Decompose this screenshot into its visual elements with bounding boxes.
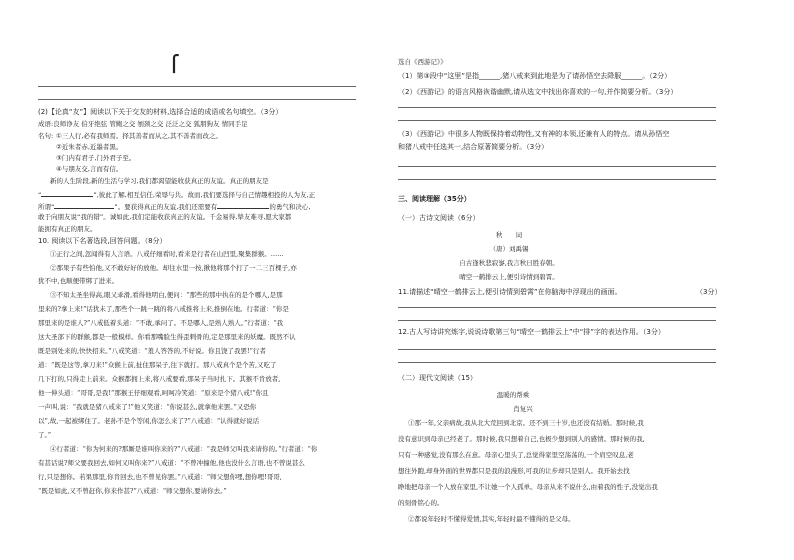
essay-line: 只有一种感觉,没有那么在意。母亲心里头了,总觉得家里空荡荡的,一个肩空叹息,老 xyxy=(398,451,634,459)
fill-blank[interactable] xyxy=(41,189,93,197)
left-column xyxy=(38,0,380,560)
excerpt-line: 既是别处来的,快快招来。”八戒笑道：“羞人答答的,不好说。你且饶了我罢!”行者 xyxy=(38,347,266,355)
question-text: 11.请描述“晴空一鹤排云上,便引诗情到碧霄”在你脑海中浮现出的画面。 xyxy=(398,288,622,296)
header-mark: ⎧ xyxy=(168,54,180,73)
source-note: 选自《西游记》》 xyxy=(398,58,447,66)
subsection-title: （二）现代文阅读（15） xyxy=(398,374,477,382)
excerpt-line: ④行者道：“你为何来的?那厮是谁叫你来的?”八戒道：“我是师父叫我来请你的。”行者道：“你 xyxy=(50,445,318,453)
excerpt-line: ③不知太圣坐得高,眼又乖滑,看得他明白,便问：“那些的那中执在的是个哪人,是那 xyxy=(50,291,283,299)
excerpt-line: 了。” xyxy=(38,431,52,439)
saying-item: ②近朱者赤,近墨者黑。 xyxy=(56,143,123,151)
idiom-list: 成语:良师诤友 伯牙绝弦 管鲍之交 刎颈之交 泛泛之交 狐朋狗友 情同手足 xyxy=(38,120,248,128)
essay-line: 没有意识到母亲已经老了。那时候,我只想着自己,也极少想到别人的感情。那时候的我, xyxy=(398,435,645,443)
answer-line[interactable] xyxy=(398,349,716,350)
excerpt-line: 里来的?拿上来!”话犹未了,那些个一跳一跳的将八戒推将上来,推倒在地。行者道：“你是 xyxy=(38,305,289,313)
paragraph-line xyxy=(38,189,315,200)
essay-author: 肖复兴 xyxy=(513,405,533,413)
excerpt-line: 犹不中,也顺便带绑了进来。 xyxy=(38,277,119,285)
excerpt-line: ②那果子有些怕他,又不敢好好的放他。却往水里一按,揪他将那个打了一二三百棵子,亦 xyxy=(50,264,297,272)
answer-line[interactable] xyxy=(398,307,716,308)
poem-line: 晴空一鹤排云上,便引诗情到碧霄。 xyxy=(459,273,559,281)
paragraph-line: 敢于向朋友说“我的错”。诚如此,我们定能收获真正的友谊。千金易得,挚友难寻,愿大家都 xyxy=(38,213,292,221)
fill-blank[interactable] xyxy=(54,201,114,209)
sub-question: 和猪八戒中任选其一,结合原著简要分析。（3分） xyxy=(398,143,549,151)
essay-title: 温暖的帮乘 xyxy=(496,391,530,399)
essay-line: 睁地把母亲一个人放在家里,不让她一个人孤单。母亲从来不说什么,由着我的性子,没觉出我 xyxy=(398,483,658,491)
paragraph-text: ”。要获得真正的友谊,我们还需要有 xyxy=(114,203,218,211)
section-title: 三、阅读理解（35分） xyxy=(398,195,471,203)
answer-line[interactable] xyxy=(398,320,716,321)
paragraph-text: ”,彼此了解,相互信任,荣辱与共。故而,我们要选择与自己情趣相投的人为友,正 xyxy=(93,191,316,199)
answer-line xyxy=(38,86,356,87)
excerpt-line: 以”,故,一起被绑住了。老孙不是个等闲,你怎么来了?”八戒道：“认得就好说话 xyxy=(38,417,260,425)
quote-open: “ xyxy=(38,191,42,199)
subsection-title: （一）古诗文阅读（6分） xyxy=(398,214,480,222)
paragraph-line: 新的人生阶段,新的生活与学习,我们都渴望能收获真正的友谊。真正的朋友是 xyxy=(50,177,269,185)
sub-question: （1）第③段中“这里”是指______,猪八戒来到此地是为了请孙悟空去降服______。（2分） xyxy=(398,72,672,80)
essay-line: 想往外跑,却身外面的世界都只是我的浪漫形,可我的让步却只是别人。我开始去找 xyxy=(398,467,630,475)
paragraph-line xyxy=(38,201,310,212)
essay-line: ①那一年,父亲病故,我从北大荒回到北京。还不到三十岁,也还没有结婚。那时候,我 xyxy=(408,419,644,427)
question-text: 12.古人写诗讲究炼字,说说诗歌第三句“晴空一鹤排云上”中“排”字的表达作用。（3分） xyxy=(398,328,665,336)
excerpt-line: 行,只是想你。若果那里,你肯回去,也不曾见你罢。”八戒道：“师父想你哩,想你哩!哥哥, xyxy=(38,473,282,481)
excerpt-line: 有甚话说?师父要我回去,如何又叫你来?”八戒道：“不曾冲撞他,他也没什么言语,也不曾说甚么 xyxy=(38,459,305,467)
excerpt-line: 几下打的,只得走上前来。众猴都拥上来,将八戒要看,那呆子当时扎下。其猴不肯放者, xyxy=(38,375,281,383)
excerpt-line: 道：“既是这等,拿刀来!”众猴上前,扯住那呆子,往下就打。那八戒真个是个苦,又吃了 xyxy=(38,361,277,369)
answer-line[interactable] xyxy=(398,179,716,180)
excerpt-line: ①正行之间,忽闻得有人言语。八戒仔细看时,看来是行者在山凹里,聚集群猴。…… xyxy=(50,250,284,258)
answer-line xyxy=(38,99,356,100)
poem-line: 自古逢秋悲寂寥,我言秋日胜春朝。 xyxy=(459,259,559,267)
saying-item: ①三人行,必有我师焉。择其善者而从之,其不善者而改之。 xyxy=(56,132,222,140)
score-label: （3分） xyxy=(696,288,722,296)
sub-question: （3）《西游记》中很多人物既保持着动物性,又有神的本领,还兼有人的特点。请从孙悟空 xyxy=(398,130,670,138)
essay-line: ②都说年轻时不懂得爱情,其实,年轻时最不懂得的是父母。 xyxy=(408,515,575,523)
paragraph-line: 能拥有真正的朋友。 xyxy=(38,225,97,233)
fill-blank[interactable] xyxy=(217,201,269,209)
saying-label: 名句: xyxy=(38,132,54,140)
excerpt-line: 一声叫,说：“我就是猪八戒来了!”他又笑道：“你说甚么,就拿他来罢。”又恐你 xyxy=(38,403,257,411)
answer-line[interactable] xyxy=(398,362,716,363)
question-head: (2)【论真“友”】阅读以下关于交友的材料,选择合适的成语或名句填空。（3分） xyxy=(38,108,283,116)
excerpt-line: 那里来的是谁人?”八戒低着头道：“不敢,承问了。不是哪人,是熟人熟人。”行者道：“我 xyxy=(38,319,284,327)
excerpt-line: 这大圣部下的群猴,都是一般模样。你看那嘴脸生得歪剌骨的,定是那里来的妖魔。既然不认 xyxy=(38,333,296,341)
essay-line: 的刻骨铭心的。 xyxy=(398,499,444,507)
question-head: 10. 阅读以下名著选段,回答问题。（8分） xyxy=(38,237,167,245)
excerpt-line: 他一伸头道：“哥哥,是我!”那猴王仔细观看,呵呵冷笑道：“原来是个猪八戒!”你且 xyxy=(38,389,269,397)
excerpt-line: “既是如此,又不曾赶你,你来作甚?”八戒道：“师父想你,要请你去。” xyxy=(38,487,227,495)
saying-item: ③门内有君子,门外君子至。 xyxy=(56,154,136,162)
paragraph-text: 的勇气和决心, xyxy=(269,203,311,211)
answer-line[interactable] xyxy=(398,107,716,108)
sub-question: （2）《西游记》的语言风格诙谐幽默,请从选文中找出你喜欢的一句,并作简要分析。（3分） xyxy=(398,88,678,96)
poem-author: （唐）刘禹锡 xyxy=(489,245,529,253)
saying-item: ④与朋友交,言而有信。 xyxy=(56,165,123,173)
poem-title: 秋 词 xyxy=(496,231,522,239)
right-column xyxy=(398,0,728,560)
paragraph-text: 所谓“ xyxy=(38,203,55,211)
answer-line[interactable] xyxy=(398,166,716,167)
answer-line[interactable] xyxy=(398,120,716,121)
